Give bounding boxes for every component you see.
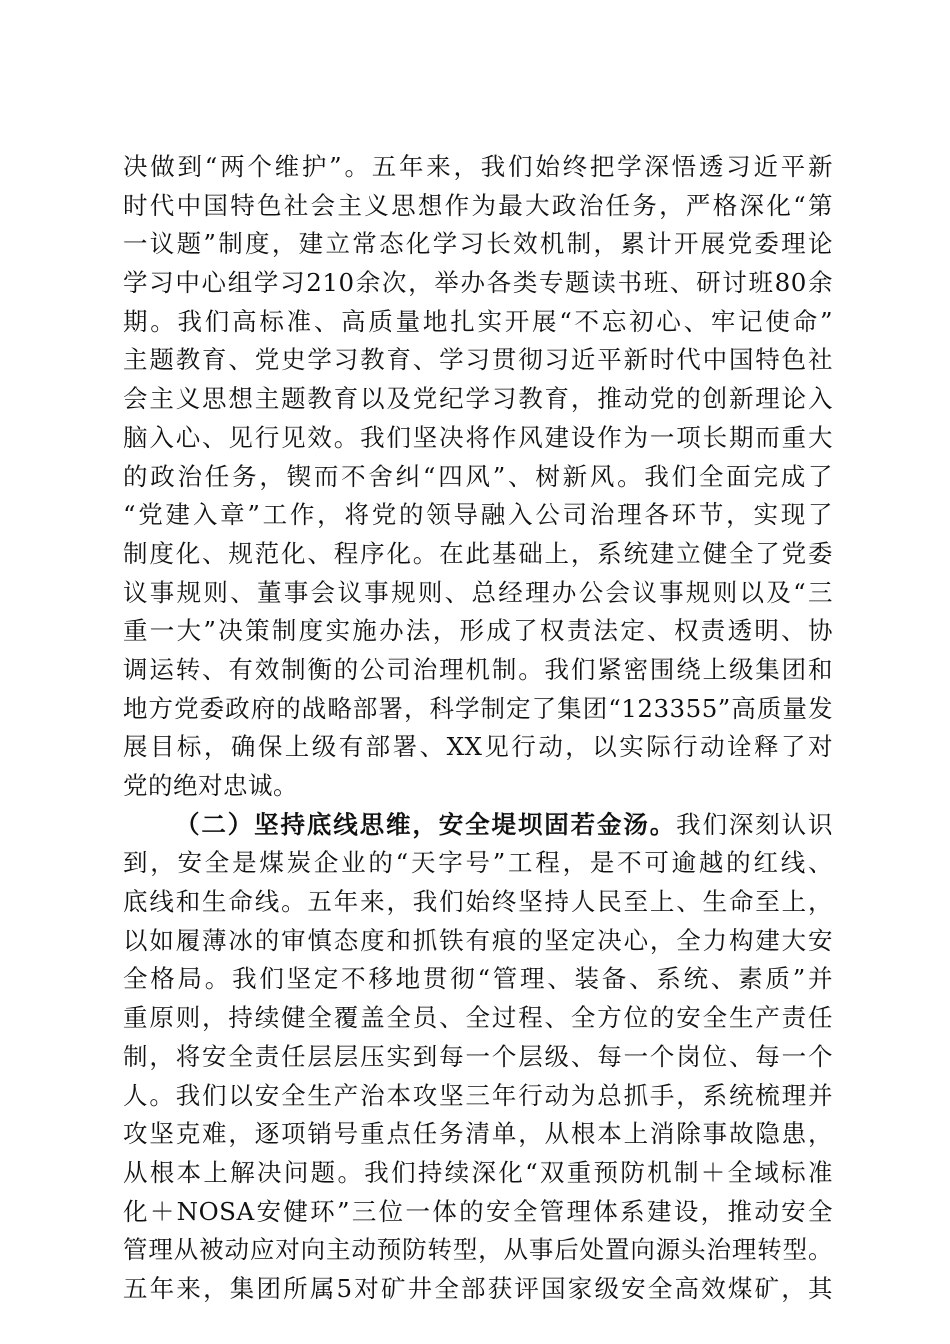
paragraph-line: 主题教育、党史学习教育、学习贯彻习近平新时代中国特色社 — [123, 345, 833, 375]
paragraph-line: 到，安全是煤炭企业的“天字号”工程，是不可逾越的红线、 — [123, 848, 833, 878]
paragraph-line: 重原则，持续健全覆盖全员、全过程、全方位的安全生产责任 — [123, 1003, 833, 1033]
paragraph-line: 时代中国特色社会主义思想作为最大政治任务，严格深化“第 — [123, 190, 833, 220]
section-heading: （二）坚持底线思维，安全堤坝固若金汤。 — [175, 809, 677, 839]
paragraph-line: 调运转、有效制衡的公司治理机制。我们紧密围绕上级集团和 — [123, 654, 833, 684]
paragraph-line: 全格局。我们坚定不移地贯彻“管理、装备、系统、素质”并 — [123, 964, 833, 994]
paragraph-line: 会主义思想主题教育以及党纪学习教育，推动党的创新理论入 — [123, 384, 833, 414]
paragraph-line: 化＋NOSA安健环”三位一体的安全管理体系建设，推动安全 — [123, 1196, 833, 1226]
paragraph-line: 以如履薄冰的审慎态度和抓铁有痕的坚定决心，全力构建大安 — [123, 925, 833, 955]
paragraph-line: 党的绝对忠诚。 — [123, 771, 298, 800]
paragraph-line: 展目标，确保上级有部署、XX见行动，以实际行动诠释了对 — [123, 732, 833, 762]
paragraph-line: 制，将安全责任层层压实到每一个层级、每一个岗位、每一个 — [123, 1041, 833, 1071]
paragraph-line: 一议题”制度，建立常态化学习长效机制，累计开展党委理论 — [123, 229, 833, 259]
paragraph-line: 人。我们以安全生产治本攻坚三年行动为总抓手，系统梳理并 — [123, 1080, 833, 1110]
paragraph-line: 重一大”决策制度实施办法，形成了权责法定、权责透明、协 — [123, 616, 833, 646]
paragraph-line: 学习中心组学习210余次，举办各类专题读书班、研讨班80余 — [123, 268, 833, 298]
paragraph-line: “党建入章”工作，将党的领导融入公司治理各环节，实现了 — [123, 500, 833, 530]
paragraph-line: 决做到“两个维护”。五年来，我们始终把学深悟透习近平新 — [123, 152, 833, 181]
paragraph-line: 五年来，集团所属5对矿井全部获评国家级安全高效煤矿，其 — [123, 1273, 833, 1303]
paragraph-line: 脑入心、见行见效。我们坚决将作风建设作为一项长期而重大 — [123, 422, 833, 452]
paragraph-line: 的政治任务，锲而不舍纠“四风”、树新风。我们全面完成了 — [123, 461, 833, 491]
paragraph-line: 地方党委政府的战略部署，科学制定了集团“123355”高质量发 — [123, 693, 833, 723]
paragraph-line: 底线和生命线。五年来，我们始终坚持人民至上、生命至上， — [123, 887, 833, 917]
body-text — [123, 148, 833, 1309]
paragraph-line: 从根本上解决问题。我们持续深化“双重预防机制＋全域标准 — [123, 1157, 833, 1187]
heading-continuation: 我们深刻认识 — [676, 809, 833, 839]
paragraph-line: 制度化、规范化、程序化。在此基础上，系统建立健全了党委 — [123, 538, 833, 568]
paragraph-line: 攻坚克难，逐项销号重点任务清单，从根本上消除事故隐患， — [123, 1119, 833, 1149]
paragraph-line: 管理从被动应对向主动预防转型，从事后处置向源头治理转型。 — [123, 1235, 833, 1265]
paragraph-line: 期。我们高标准、高质量地扎实开展“不忘初心、牢记使命” — [123, 306, 833, 336]
section-heading-line — [123, 806, 833, 845]
paragraph-line: 议事规则、董事会议事规则、总经理办公会议事规则以及“三 — [123, 577, 833, 607]
